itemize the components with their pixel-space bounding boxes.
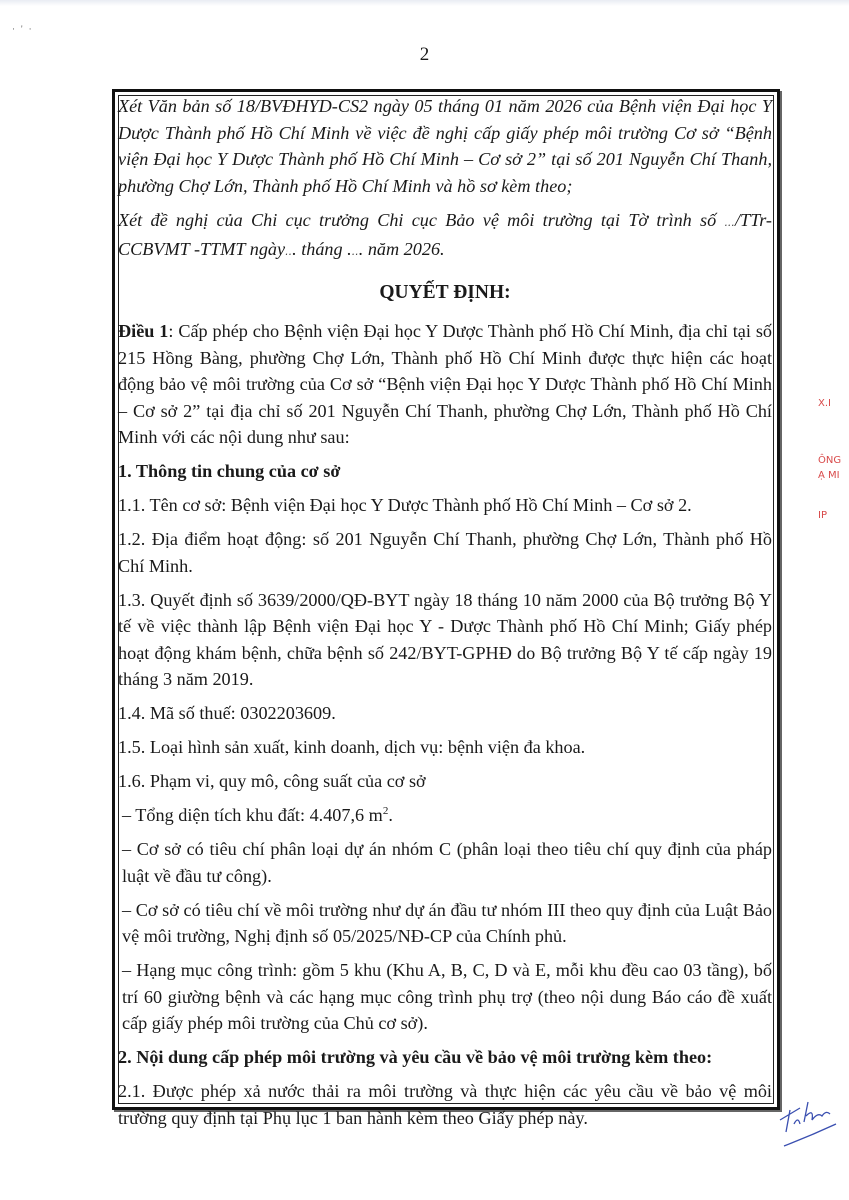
scan-specks: ·'· <box>12 24 38 34</box>
consideration-2-month-label: . tháng . <box>292 239 352 259</box>
stamp-fragment: X.I <box>818 398 831 409</box>
consideration-2-prefix: Xét đề nghị của Chi cục trưởng Chi cục Bảo vệ môi trường tại Tờ trình số <box>118 209 725 230</box>
article-1-label: Điều 1 <box>118 321 169 341</box>
dash-group-c: – Cơ sở có tiêu chí phân loại dự án nhóm C (phân loại theo tiêu chí quy định của pháp luật về đầu tư công). <box>122 839 772 886</box>
document-body <box>118 93 772 1139</box>
dash-land-area <box>118 802 772 829</box>
article-1 <box>118 318 772 451</box>
consideration-paragraph-1: Xét Văn bản số 18/BVĐHYD-CS2 ngày 05 tháng 01 năm 2026 của Bệnh viện Đại học Y Dược Thành phố Hồ Chí Minh về việc đề nghị cấp giấy phép môi trường Cơ sở “Bệnh viện Đại học Y Dược Thành phố Hồ Chí Minh – Cơ sở 2” tại số 201 Nguyễn Chí Thanh, phường Chợ Lớn, Thành phố Hồ Chí Minh và hồ sơ kèm theo; <box>118 96 772 196</box>
land-area-text: – Tổng diện tích khu đất: 4.407,6 m <box>122 805 383 825</box>
article-1-text: : Cấp phép cho Bệnh viện Đại học Y Dược Thành phố Hồ Chí Minh, địa chỉ tại số 215 Hồng Bàng, phường Chợ Lớn, Thành phố Hồ Chí Minh được thực hiện các hoạt động bảo vệ môi trường của Cơ sở “Bệnh viện Đại học Y Dược Thành phố Hồ Chí Minh – Cơ sở 2” tại địa chỉ số 201 Nguyễn Chí Thanh, phường Chợ Lớn, Thành phố Hồ Chí Minh với các nội dung như sau: <box>118 321 772 447</box>
item-1-5: 1.5. Loại hình sản xuất, kinh doanh, dịch vụ: bệnh viện đa khoa. <box>118 737 586 757</box>
consideration-2-mid: /TTr-CCBVMT -TTMT ngày <box>118 209 772 259</box>
item-2-1: 2.1. Được phép xả nước thải ra môi trường và thực hiện các yêu cầu về bảo vệ môi trường quy định tại Phụ lục 1 ban hành kèm theo Giấy phép này. <box>118 1081 772 1128</box>
handwritten-day: .. <box>285 245 293 258</box>
stamp-fragment: Ạ MI <box>818 470 840 481</box>
signature-underline <box>784 1124 836 1146</box>
item-1-2: 1.2. Địa điểm hoạt động: số 201 Nguyễn Chí Thanh, phường Chợ Lớn, Thành phố Hồ Chí Minh. <box>118 529 772 576</box>
handwritten-number: ... <box>724 215 735 229</box>
stamp-fragment: IP <box>818 510 827 521</box>
section-1-heading: 1. Thông tin chung của cơ sở <box>118 461 341 481</box>
land-area-end: . <box>388 805 393 825</box>
signature-mark <box>770 1090 840 1150</box>
section-2-heading: 2. Nội dung cấp phép môi trường và yêu cầu về bảo vệ môi trường kèm theo: <box>118 1047 713 1067</box>
dash-works: – Hạng mục công trình: gồm 5 khu (Khu A, B, C, D và E, mỗi khu đều cao 03 tầng), bố trí 60 giường bệnh và các hạng mục công trình phụ trợ (theo nội dung Báo cáo đề xuất cấp giấy phép môi trường của Chủ cơ sở). <box>122 960 772 1033</box>
page-number: 2 <box>419 44 430 65</box>
item-1-3: 1.3. Quyết định số 3639/2000/QĐ-BYT ngày 18 tháng 10 năm 2000 của Bộ trưởng Bộ Y tế về việc thành lập Bệnh viện Đại học Y - Dược Thành phố Hồ Chí Minh; Giấy phép hoạt động khám bệnh, chữa bệnh số 242/BYT-GPHĐ do Bộ trưởng Bộ Y tế cấp ngày 19 tháng 3 năm 2019. <box>118 589 772 689</box>
signature-strokes <box>780 1102 830 1132</box>
item-1-6: 1.6. Phạm vi, quy mô, công suất của cơ sở <box>118 771 426 791</box>
decision-heading: QUYẾT ĐỊNH: <box>379 281 511 303</box>
stamp-fragment: ÔNG <box>818 455 842 466</box>
item-1-1: 1.1. Tên cơ sở: Bệnh viện Đại học Y Dược Thành phố Hồ Chí Minh – Cơ sở 2. <box>118 495 692 515</box>
scan-edge <box>0 0 849 6</box>
land-area-sup: 2 <box>382 804 389 817</box>
consideration-2-suffix: . năm 2026. <box>358 239 445 259</box>
consideration-paragraph-2 <box>118 207 772 266</box>
item-1-4: 1.4. Mã số thuế: 0302203609. <box>118 703 336 723</box>
handwritten-month: .. <box>351 245 359 258</box>
dash-group-iii: – Cơ sở có tiêu chí về môi trường như dự án đầu tư nhóm III theo quy định của Luật Bảo vệ môi trường, Nghị định số 05/2025/NĐ-CP của Chính phủ. <box>122 899 772 946</box>
